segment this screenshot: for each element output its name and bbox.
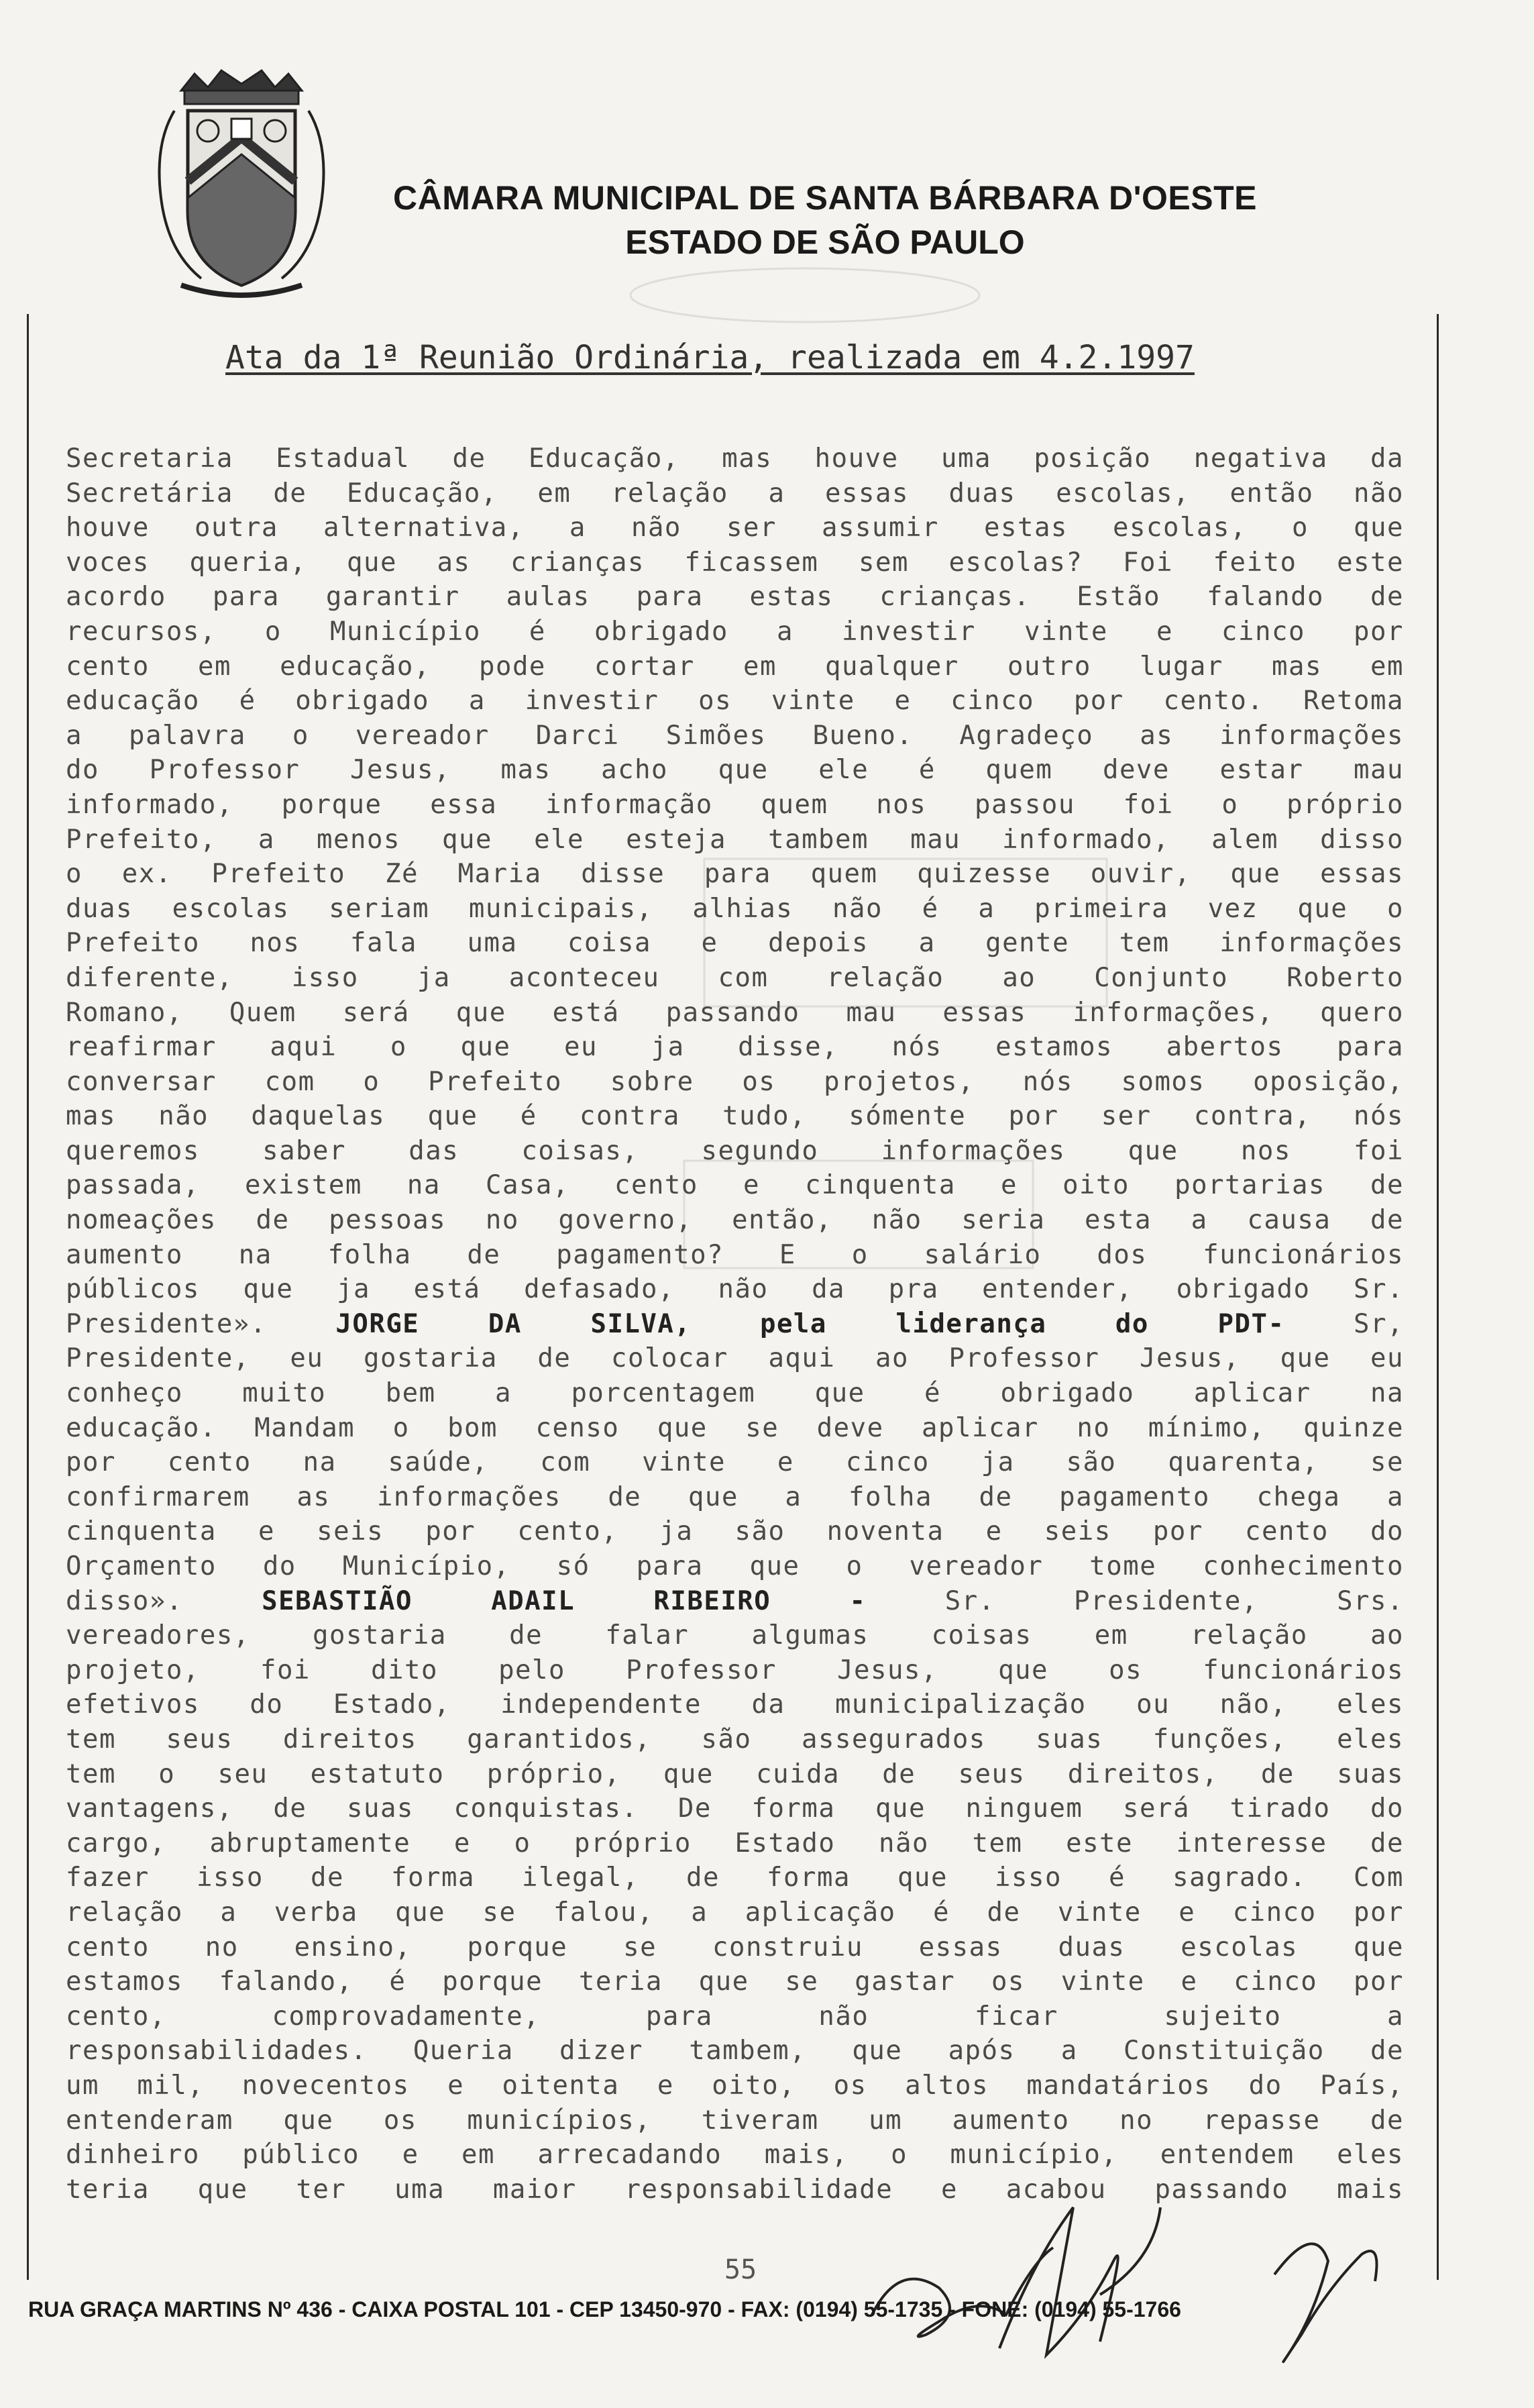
body-line: houve outra alternativa, a não ser assumir estas escolas, o que	[66, 513, 1404, 543]
footer-address: RUA GRAÇA MARTINS Nº 436 - CAIXA POSTAL 101 - CEP 13450-970 - FAX: (0194) 55-1735 - FONE: (0194) 55-1766	[28, 2297, 1181, 2321]
body-line: acordo para garantir aulas para estas crianças. Estão falando de	[66, 582, 1404, 613]
page-number: 55	[724, 2254, 757, 2285]
minutes-body	[66, 441, 1404, 2207]
right-border-rule	[1437, 314, 1439, 2280]
body-line: o ex. Prefeito Zé Maria disse para quem quizesse ouvir, que essas	[66, 859, 1404, 890]
body-line: vereadores, gostaria de falar algumas coisas em relação ao	[66, 1620, 1404, 1651]
body-line: Presidente». JORGE DA SILVA, pela liderança do PDT- Sr,	[66, 1308, 1404, 1339]
body-line: cento em educação, pode cortar em qualquer outro lugar mas em	[66, 651, 1404, 682]
minutes-title: Ata da 1ª Reunião Ordinária, realizada em 4.2.1997	[225, 339, 1195, 376]
body-line: conversar com o Prefeito sobre os projetos, nós somos oposição,	[66, 1066, 1404, 1097]
body-line: do Professor Jesus, mas acho que ele é quem deve estar mau	[66, 755, 1404, 786]
body-line: cargo, abruptamente e o próprio Estado não tem este interesse de	[66, 1828, 1404, 1859]
body-line: efetivos do Estado, independente da municipalização ou não, eles	[66, 1689, 1404, 1720]
coat-of-arms-logo	[134, 64, 349, 305]
body-line: diferente, isso ja aconteceu com relação ao Conjunto Roberto	[66, 962, 1404, 993]
body-line: públicos que ja está defasado, não da pra entender, obrigado Sr.	[66, 1274, 1404, 1305]
body-line: projeto, foi dito pelo Professor Jesus, que os funcionários	[66, 1655, 1404, 1685]
body-line: por cento na saúde, com vinte e cinco ja são quarenta, se	[66, 1447, 1404, 1478]
body-line: mas não daquelas que é contra tudo, sómente por ser contra, nós	[66, 1101, 1404, 1132]
body-line: informado, porque essa informação quem nos passou foi o próprio	[66, 789, 1404, 820]
body-line: disso». SEBASTIÃO ADAIL RIBEIRO - Sr. Presidente, Srs.	[66, 1585, 1404, 1616]
handwritten-signatures	[845, 2181, 1449, 2382]
body-line: a palavra o vereador Darci Simões Bueno. Agradeço as informações	[66, 720, 1404, 751]
body-line: tem o seu estatuto próprio, que cuida de seus direitos, de suas	[66, 1759, 1404, 1789]
body-line: Orçamento do Município, só para que o vereador tome conhecimento	[66, 1551, 1404, 1581]
speaker-name: SEBASTIÃO ADAIL RIBEIRO -	[262, 1585, 867, 1616]
body-line: responsabilidades. Queria dizer tambem, que após a Constituição de	[66, 2036, 1404, 2066]
body-line: Secretária de Educação, em relação a essas duas escolas, então não	[66, 478, 1404, 509]
body-line: Romano, Quem será que está passando mau essas informações, quero	[66, 997, 1404, 1028]
body-line: um mil, novecentos e oitenta e oito, os altos mandatários do País,	[66, 2070, 1404, 2101]
body-line: dinheiro público e em arrecadando mais, o município, entendem eles	[66, 2140, 1404, 2170]
body-line: Prefeito nos fala uma coisa e depois a gente tem informações	[66, 928, 1404, 959]
body-line: confirmarem as informações de que a folha de pagamento chega a	[66, 1481, 1404, 1512]
speaker-name: JORGE DA SILVA, pela liderança do PDT-	[335, 1308, 1285, 1339]
body-line: Presidente, eu gostaria de colocar aqui ao Professor Jesus, que eu	[66, 1343, 1404, 1374]
body-line: queremos saber das coisas, segundo informações que nos foi	[66, 1135, 1404, 1166]
body-line: duas escolas seriam municipais, alhias não é a primeira vez que o	[66, 893, 1404, 924]
body-line: voces queria, que as crianças ficassem sem escolas? Foi feito este	[66, 547, 1404, 578]
body-line: relação a verba que se falou, a aplicação é de vinte e cinco por	[66, 1897, 1404, 1928]
body-line: Prefeito, a menos que ele esteja tambem mau informado, alem disso	[66, 824, 1404, 855]
body-line: educação. Mandam o bom censo que se deve aplicar no mínimo, quinze	[66, 1412, 1404, 1443]
body-line: passada, existem na Casa, cento e cinquenta e oito portarias de	[66, 1170, 1404, 1201]
body-line: vantagens, de suas conquistas. De forma que ninguem será tirado do	[66, 1793, 1404, 1824]
institution-heading	[376, 176, 1274, 264]
body-line: cento, comprovadamente, para não ficar sujeito a	[66, 2001, 1404, 2032]
body-line: cento no ensino, porque se construiu essas duas escolas que	[66, 1932, 1404, 1962]
body-line: educação é obrigado a investir os vinte e cinco por cento. Retoma	[66, 686, 1404, 717]
body-line: nomeações de pessoas no governo, então, não seria esta a causa de	[66, 1205, 1404, 1236]
body-line: tem seus direitos garantidos, são assegurados suas funções, eles	[66, 1724, 1404, 1755]
body-line: reafirmar aqui o que eu ja disse, nós estamos abertos para	[66, 1032, 1404, 1063]
body-line: aumento na folha de pagamento? E o salário dos funcionários	[66, 1239, 1404, 1270]
left-border-rule	[27, 314, 29, 2280]
state-name: ESTADO DE SÃO PAULO	[625, 223, 1025, 261]
body-line: Secretaria Estadual de Educação, mas houve uma posição negativa da	[66, 443, 1404, 474]
body-line: estamos falando, é porque teria que se gastar os vinte e cinco por	[66, 1967, 1404, 1997]
body-line: recursos, o Município é obrigado a investir vinte e cinco por	[66, 616, 1404, 647]
body-line: cinquenta e seis por cento, ja são noventa e seis por cento do	[66, 1516, 1404, 1547]
institution-name: CÂMARA MUNICIPAL DE SANTA BÁRBARA D'OESTE	[393, 179, 1257, 217]
body-line: conheço muito bem a porcentagem que é obrigado aplicar na	[66, 1378, 1404, 1409]
body-line: entenderam que os municípios, tiveram um aumento no repasse de	[66, 2105, 1404, 2136]
body-line: teria que ter uma maior responsabilidade e acabou passando mais	[66, 2174, 1404, 2205]
body-line: fazer isso de forma ilegal, de forma que isso é sagrado. Com	[66, 1863, 1404, 1893]
